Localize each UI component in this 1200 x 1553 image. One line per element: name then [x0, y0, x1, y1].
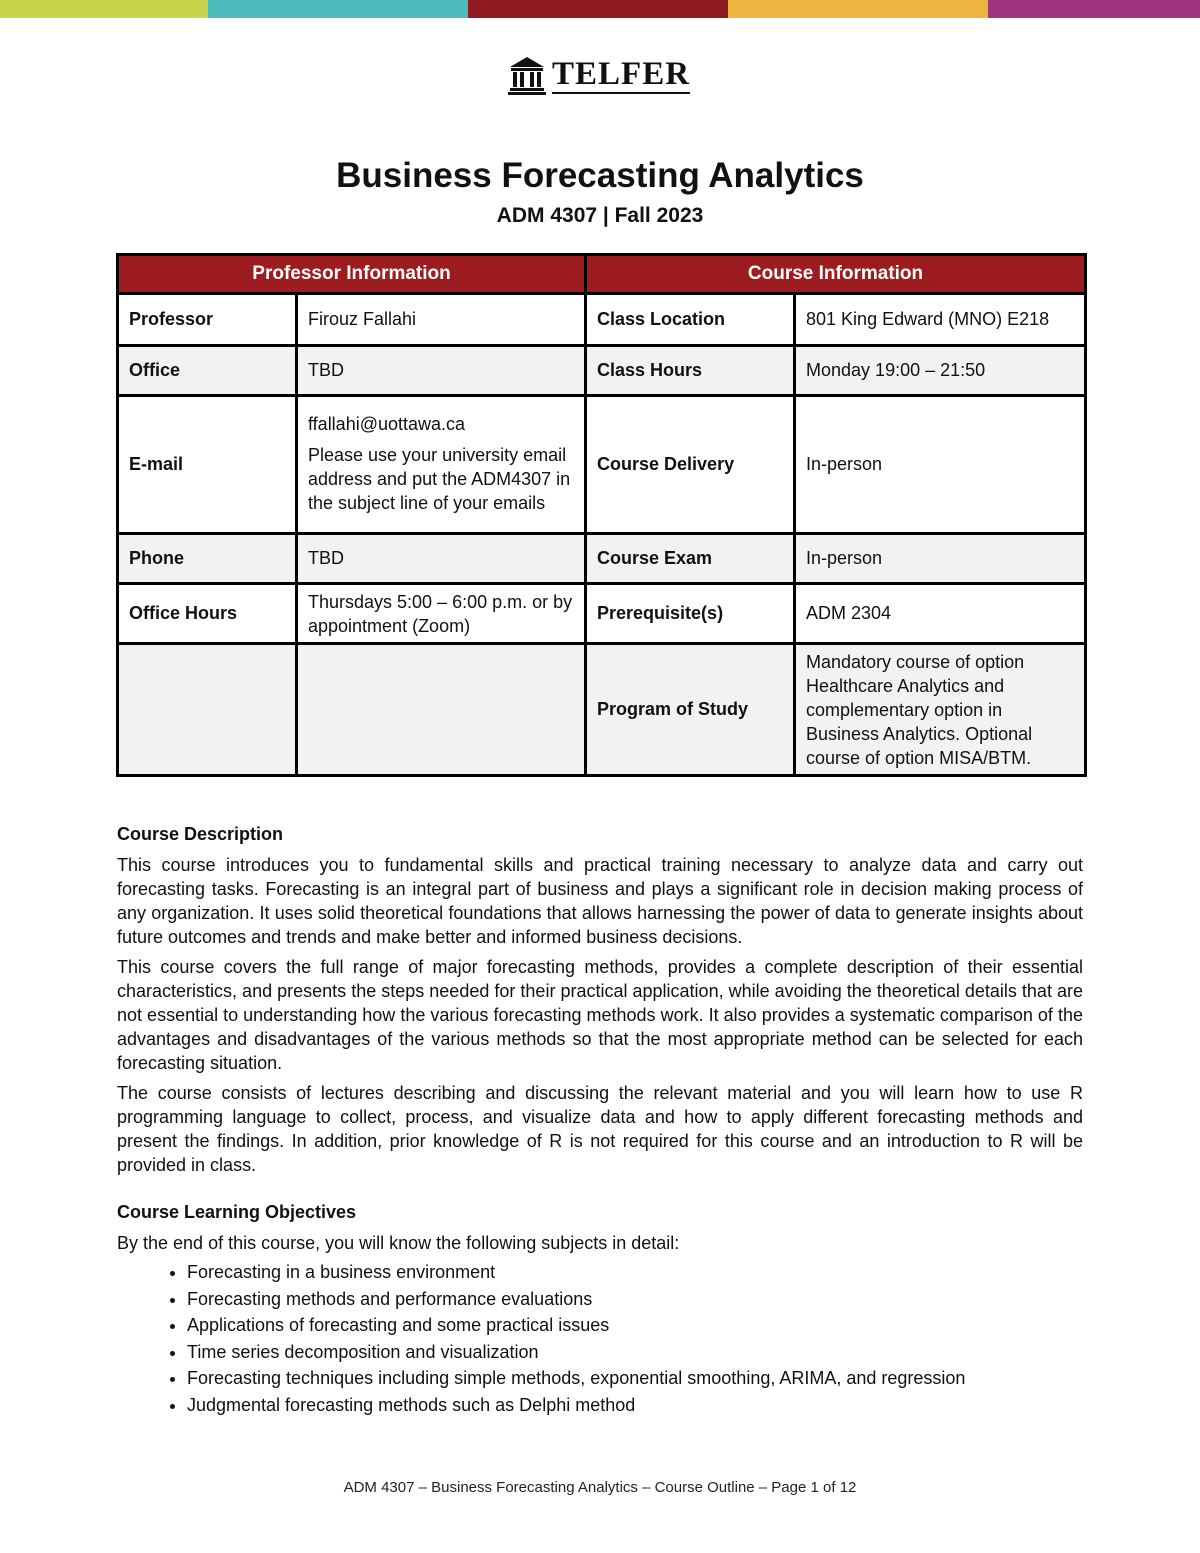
- row-label: Professor: [118, 294, 297, 346]
- color-bar-segment: [728, 0, 988, 18]
- list-item: • Forecasting methods and performance evaluations: [187, 1286, 1083, 1313]
- professor-name: Firouz Fallahi: [297, 294, 586, 346]
- professor-info-header: Professor Information: [118, 255, 586, 294]
- phone: TBD: [297, 534, 586, 584]
- row-label: Office Hours: [118, 584, 297, 644]
- prerequisites: ADM 2304: [795, 584, 1086, 644]
- row-label: Phone: [118, 534, 297, 584]
- building-icon: [508, 55, 546, 95]
- row-label: Prerequisite(s): [586, 584, 795, 644]
- course-exam: In-person: [795, 534, 1086, 584]
- logo-wordmark: TELFER: [552, 56, 691, 92]
- program-of-study: Mandatory course of option Healthcare Analytics and complementary option in Business Analytics. Optional course of option MISA/BTM.: [795, 644, 1086, 776]
- list-item: • Applications of forecasting and some practical issues: [187, 1312, 1083, 1339]
- description-paragraph: This course introduces you to fundamental skills and practical training necessary to analyze data and carry out forecasting tasks. Forecasting is an integral part of business and plays a significant role in decision making process of any organization. It uses solid theoretical foundations that allows harnessing the power of data to generate insights about future outcomes and trends and make better and informed business decisions.: [117, 855, 1083, 947]
- color-bar-segment: [988, 0, 1200, 18]
- class-location: 801 King Edward (MNO) E218: [795, 294, 1086, 346]
- telfer-logo: [508, 52, 690, 98]
- row-label: Office: [118, 346, 297, 396]
- office-hours: Thursdays 5:00 – 6:00 p.m. or by appointment (Zoom): [297, 584, 586, 644]
- course-code-term: ADM 4307 | Fall 2023: [496, 204, 704, 227]
- empty-cell: [118, 644, 297, 776]
- row-label: Class Hours: [586, 346, 795, 396]
- page-title: Business Forecasting Analytics: [336, 156, 864, 195]
- info-table: [116, 253, 1087, 777]
- course-description-section: [117, 824, 1083, 1183]
- row-label: Class Location: [586, 294, 795, 346]
- color-bar-segment: [468, 0, 728, 18]
- color-bar-segment: [0, 0, 208, 18]
- list-item: • Forecasting in a business environment: [187, 1259, 1083, 1286]
- section-heading: Course Description: [117, 824, 284, 844]
- row-label: E-mail: [118, 396, 297, 534]
- row-label: Course Delivery: [586, 396, 795, 534]
- objectives-intro: By the end of this course, you will know the following subjects in detail:: [117, 1233, 680, 1253]
- list-item: • Forecasting techniques including simple methods, exponential smoothing, ARIMA, and regression: [187, 1365, 1083, 1392]
- email-note: Please use your university email address and put the ADM4307 in the subject line of your emails: [308, 445, 571, 513]
- section-heading: Course Learning Objectives: [117, 1202, 357, 1222]
- learning-objectives-section: [117, 1202, 1083, 1418]
- description-paragraph: The course consists of lectures describing and discussing the relevant material and you will learn how to use R programming language to collect, process, and visualize data and how to apply different forecasting methods and present the findings. In addition, prior knowledge of R is not required for this course and an introduction to R will be provided in class.: [117, 1083, 1083, 1175]
- office: TBD: [297, 346, 586, 396]
- class-hours: Monday 19:00 – 21:50: [795, 346, 1086, 396]
- description-paragraph: This course covers the full range of major forecasting methods, provides a complete description of their essential characteristics, and presents the steps needed for their practical application, while avoiding the theoretical details that are not essential to understanding how the various forecasting methods work. It also provides a systematic comparison of the advantages and disadvantages of the various methods so that the most appropriate method can be selected for each forecasting situation.: [117, 957, 1083, 1073]
- email-link[interactable]: ffallahi@uottawa.ca: [308, 414, 466, 434]
- list-item: • Judgmental forecasting methods such as Delphi method: [187, 1392, 1083, 1419]
- row-label: Program of Study: [586, 644, 795, 776]
- objectives-list: [117, 1259, 1083, 1418]
- row-label: Course Exam: [586, 534, 795, 584]
- empty-cell: [297, 644, 586, 776]
- course-info-header: Course Information: [586, 255, 1086, 294]
- course-delivery: In-person: [795, 396, 1086, 534]
- page-footer: ADM 4307 – Business Forecasting Analytics – Course Outline – Page 1 of 12: [343, 1479, 857, 1496]
- color-bar-segment: [208, 0, 468, 18]
- list-item: • Time series decomposition and visualization: [187, 1339, 1083, 1366]
- brand-color-bar: [0, 0, 1200, 18]
